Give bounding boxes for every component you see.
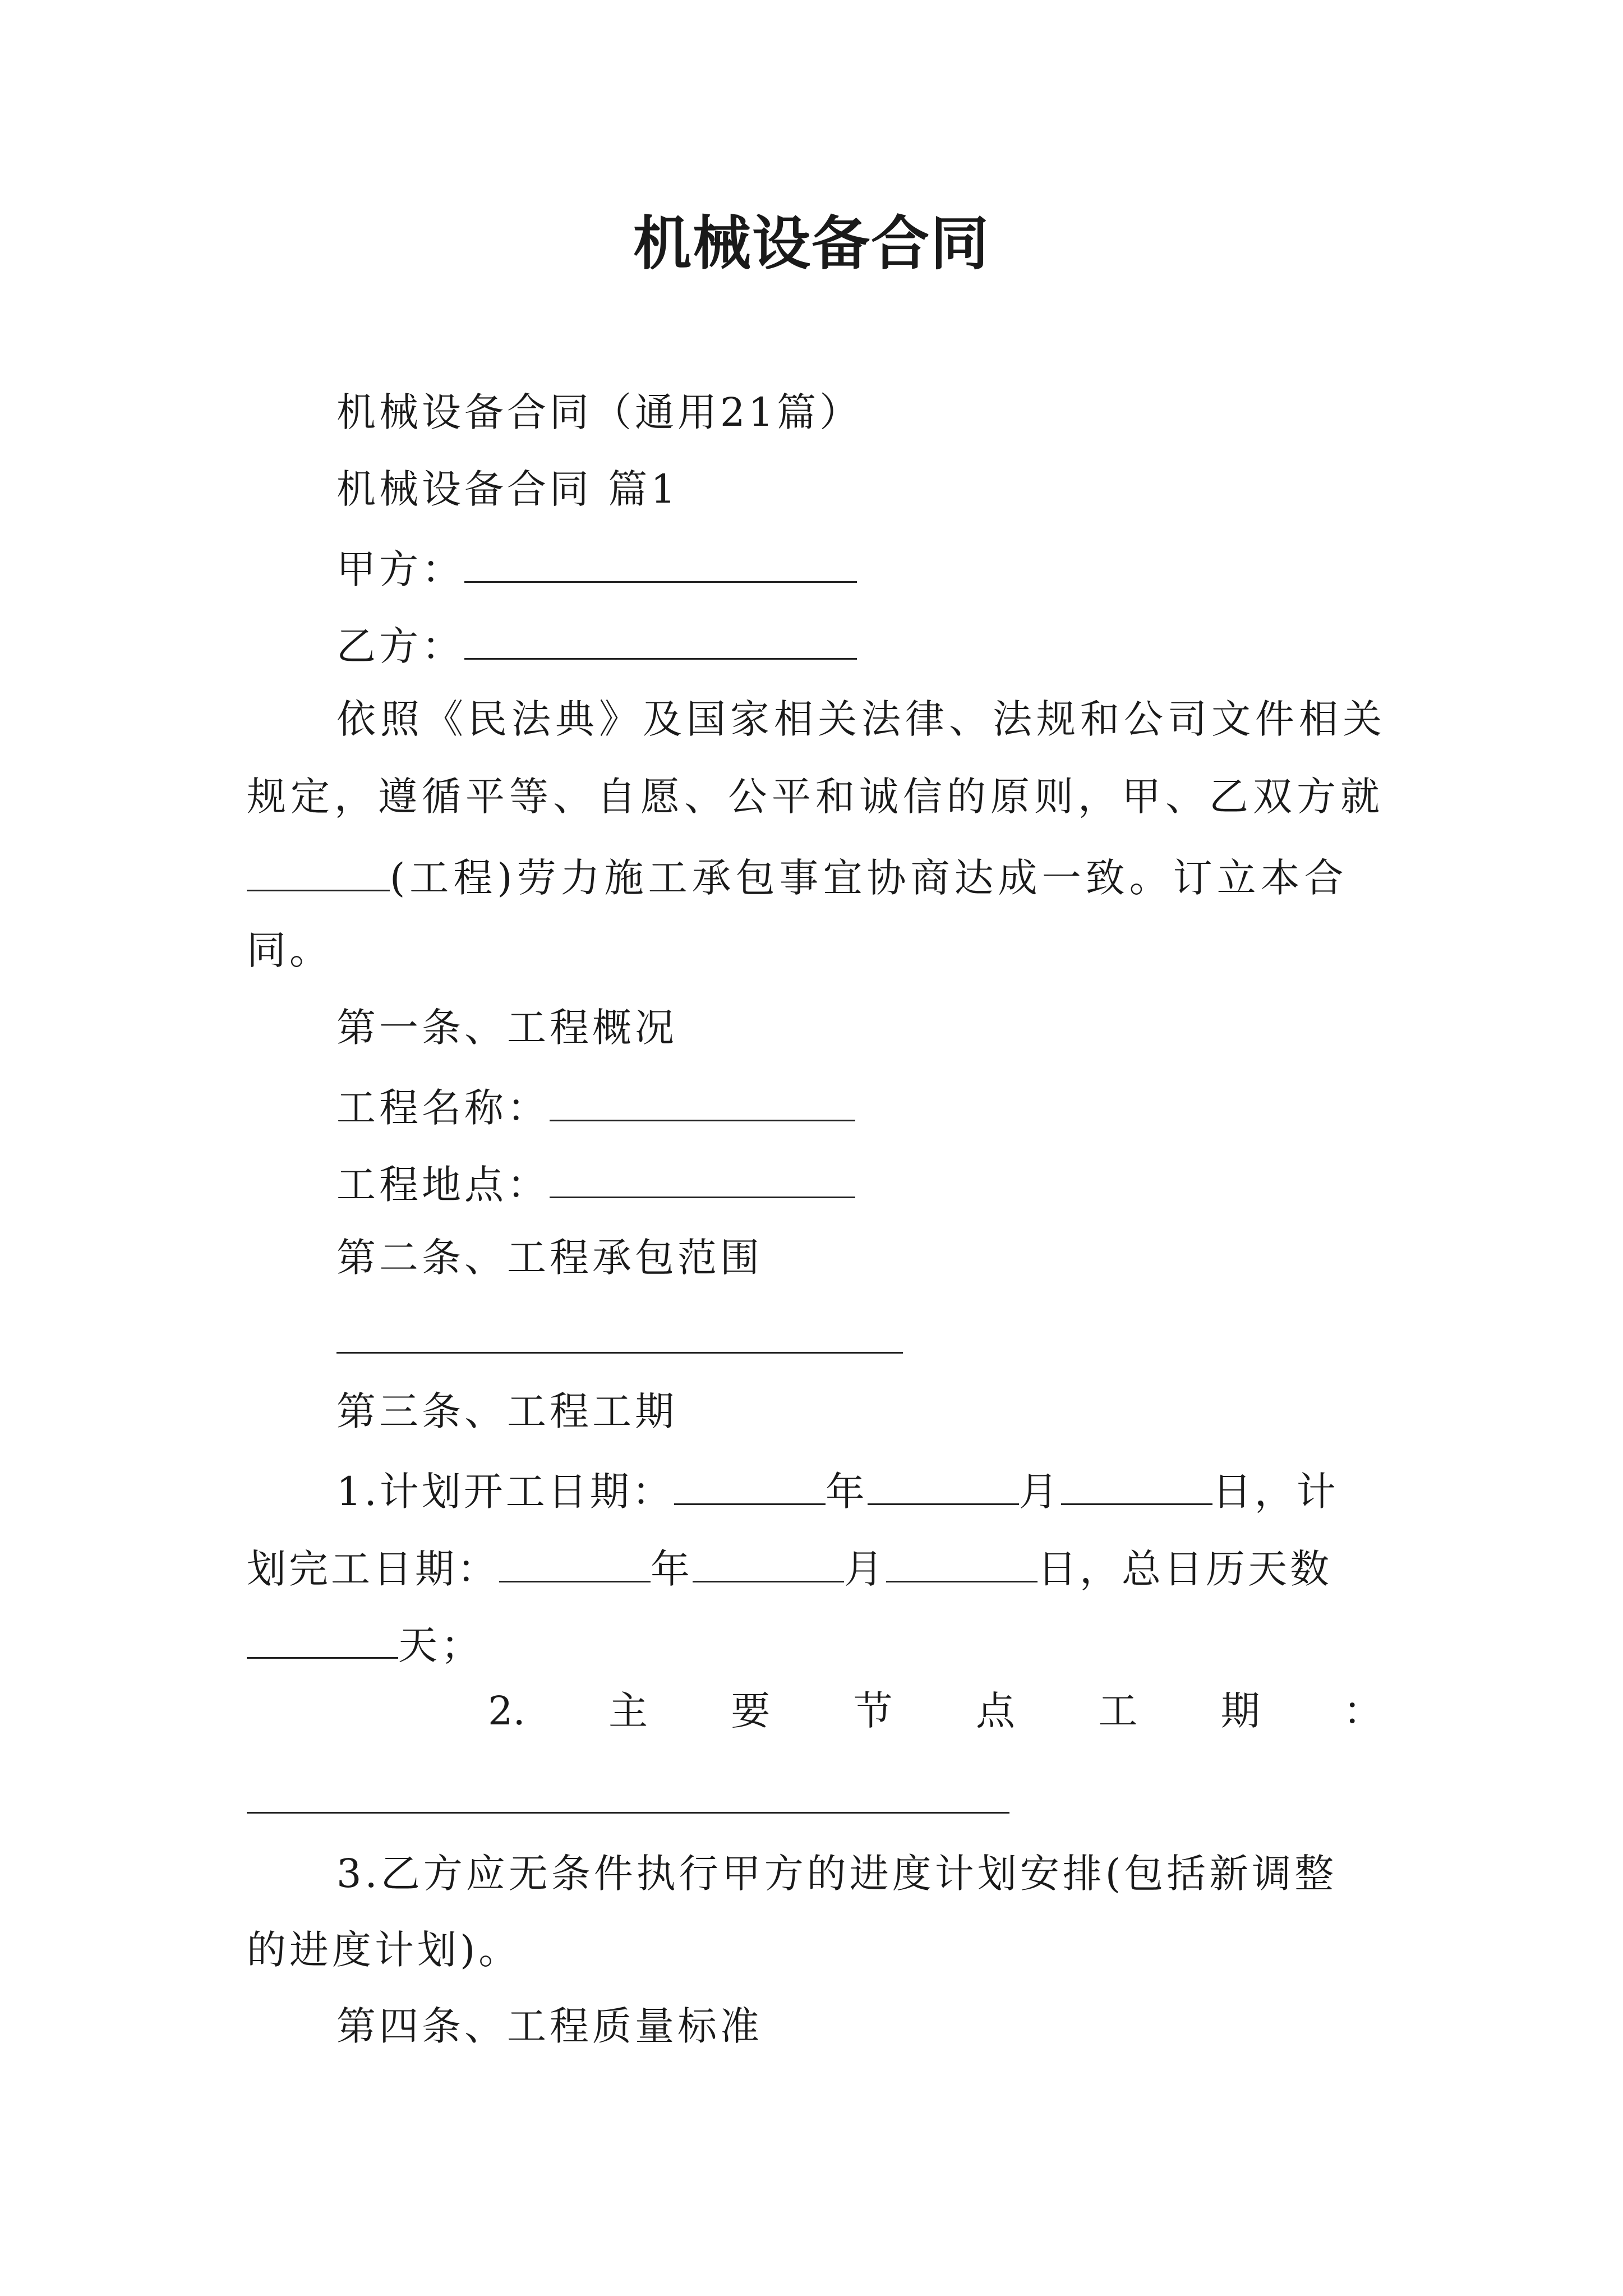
milestone-char: ： [1343, 1688, 1382, 1734]
finish-year-unit: 年 [651, 1546, 693, 1592]
article-1-heading: 第一条、工程概况 [336, 1005, 677, 1051]
project-name-line [336, 1076, 855, 1136]
schedule-line-1: 3.乙方应无条件执行甲方的进度计划安排(包括新调整 [336, 1851, 1338, 1897]
finish-date-label: 划完工日期： [247, 1546, 499, 1592]
project-name-label: 工程名称： [336, 1085, 550, 1131]
finish-year-blank[interactable] [499, 1537, 651, 1582]
intro-line-1: 依照《民法典》及国家相关法律、法规和公司文件相关 [336, 696, 1386, 742]
start-month-unit: 月 [1018, 1469, 1061, 1515]
document-title: 机械设备合同 [633, 209, 990, 278]
finish-date-line [247, 1537, 1332, 1597]
start-date-line [336, 1460, 1339, 1520]
schedule-line-2: 的进度计划)。 [247, 1927, 522, 1973]
milestone-char: 期 [1220, 1688, 1260, 1734]
milestone-char: 2. [488, 1688, 525, 1734]
total-days-blank[interactable] [247, 1613, 398, 1659]
part-heading: 机械设备合同 篇1 [336, 466, 679, 512]
article-2-heading: 第二条、工程承包范围 [336, 1235, 763, 1281]
intro-line-2: 规定，遵循平等、自愿、公平和诚信的原则，甲、乙双方就 [247, 774, 1384, 820]
start-month-blank[interactable] [868, 1460, 1019, 1505]
milestone-blank[interactable] [247, 1812, 1009, 1814]
party-a-label: 甲方： [336, 546, 464, 592]
party-b-label: 乙方： [336, 623, 464, 669]
milestone-heading [488, 1683, 1382, 1739]
intro-line-4: 同。 [247, 927, 332, 973]
milestone-char: 节 [853, 1688, 893, 1734]
party-a-blank[interactable] [464, 537, 857, 583]
start-year-blank[interactable] [674, 1460, 826, 1505]
scope-blank[interactable] [336, 1352, 903, 1354]
party-b-blank[interactable] [464, 614, 857, 660]
project-location-blank[interactable] [550, 1153, 855, 1198]
milestone-char: 主 [608, 1688, 648, 1734]
project-name-blank[interactable] [550, 1076, 855, 1121]
project-location-label: 工程地点： [336, 1162, 550, 1208]
finish-day-unit: 日，总日历天数 [1038, 1546, 1332, 1592]
milestone-char: 工 [1098, 1688, 1138, 1734]
total-days-line [247, 1613, 483, 1673]
start-day-unit: 日，计 [1212, 1469, 1339, 1515]
project-location-line [336, 1153, 855, 1213]
intro-line-3 [247, 846, 1348, 906]
party-b-line [336, 614, 857, 674]
article-4-heading: 第四条、工程质量标准 [336, 2003, 763, 2049]
start-year-unit: 年 [825, 1469, 868, 1515]
start-day-blank[interactable] [1061, 1460, 1212, 1505]
milestone-char: 要 [731, 1688, 771, 1734]
finish-month-unit: 月 [844, 1546, 886, 1592]
milestone-char: 点 [976, 1688, 1016, 1734]
subtitle: 机械设备合同（通用21篇） [336, 389, 863, 435]
party-a-line [336, 537, 857, 597]
project-blank[interactable] [247, 846, 390, 891]
start-date-label: 1.计划开工日期： [336, 1469, 674, 1515]
finish-day-blank[interactable] [886, 1537, 1038, 1582]
finish-month-blank[interactable] [693, 1537, 844, 1582]
total-days-unit: 天； [398, 1622, 483, 1668]
article-3-heading: 第三条、工程工期 [336, 1388, 677, 1434]
intro-line-3-text: (工程)劳力施工承包事宜协商达成一致。订立本合 [390, 855, 1348, 901]
